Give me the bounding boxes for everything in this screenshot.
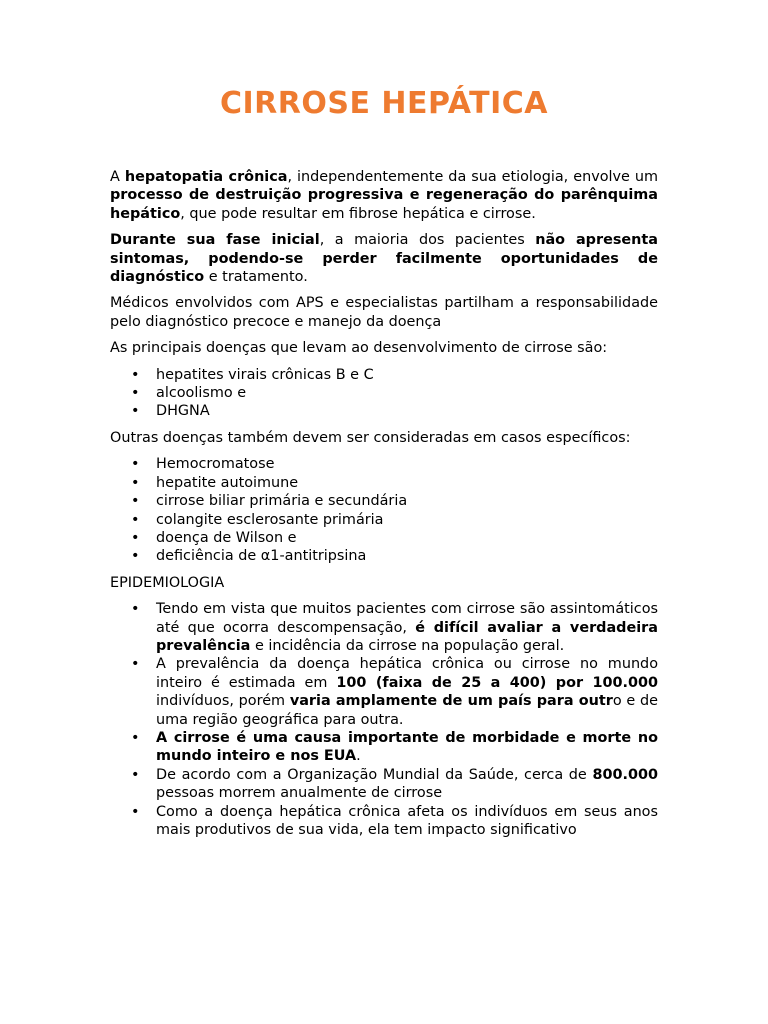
section-heading-epidemiology: EPIDEMIOLOGIA [110, 574, 225, 591]
bold-text: varia amplamente de um país para outr [289, 693, 613, 710]
list-item [156, 600, 658, 655]
list-item: • deficiência de α1-antitripsina [156, 547, 658, 565]
epidemiology-list [110, 600, 658, 839]
text-run: De acordo com a Organização Mundial da Saúde, cerca de [156, 766, 593, 783]
text-run: A prevalência da doença hepática crônica ou cirrose no mundo inteiro é estimada em [156, 656, 658, 691]
text-run: A [110, 169, 125, 185]
bold-text: é difícil avaliar a verdadeira prevalência [156, 619, 658, 654]
list-item: • DHGNA [156, 402, 658, 420]
list-item: • alcoolismo e [156, 384, 658, 402]
bold-text: Durante sua fase inicial [110, 232, 320, 249]
paragraph-intro [110, 168, 658, 223]
list-item [156, 766, 658, 803]
text-run: e incidência da cirrose na população geral. [250, 637, 565, 654]
list-item: • hepatite autoimune [156, 474, 658, 492]
text-run: indivíduos, porém [156, 693, 290, 710]
main-causes-list [110, 366, 658, 421]
list-item [156, 729, 658, 766]
bold-text: processo de destruição progressiva e regeneração do parênquima hepático [110, 187, 658, 222]
list-item: • doença de Wilson e [156, 529, 658, 547]
list-item: • Hemocromatose [156, 455, 658, 473]
text-run: , a maioria dos pacientes [319, 232, 536, 249]
text-run: . [356, 748, 361, 765]
paragraph-main-causes-intro: As principais doenças que levam ao desenvolvimento de cirrose são: [110, 340, 608, 357]
list-item [156, 655, 658, 729]
list-item: • cirrose biliar primária e secundária [156, 492, 658, 510]
bold-text: 100 (faixa de 25 a 400) por 100.000 [336, 674, 658, 691]
list-item: • Como a doença hepática crônica afeta os indivíduos em seus anos mais produtivos de sua vida, ela tem impacto significativo [156, 803, 658, 840]
paragraph-responsibility: Médicos envolvidos com APS e especialistas partilham a responsabilidade pelo diagnóstico precoce e manejo da doença [110, 295, 658, 330]
list-item: • colangite esclerosante primária [156, 511, 658, 529]
text-run: Tendo em vista que muitos pacientes com cirrose são assintomáticos até que ocorra descompensação, [156, 601, 658, 636]
text-run: pessoas morrem anualmente de cirrose [156, 785, 443, 802]
paragraph-initial-phase [110, 231, 658, 286]
text-run: , que pode resultar em fibrose hepática e cirrose. [180, 205, 536, 222]
document-title: CIRROSE HEPÁTICA [219, 86, 548, 121]
bold-text: hepatopatia crônica [124, 169, 288, 185]
bold-text: 800.000 [592, 766, 658, 783]
list-item: • hepatites virais crônicas B e C [156, 366, 658, 384]
other-causes-list [110, 455, 658, 565]
text-run: , independentemente da sua etiologia, envolve um [287, 169, 659, 185]
text-run: o e de uma região geográfica para outra. [156, 693, 659, 728]
paragraph-other-causes-intro: Outras doenças também devem ser consideradas em casos específicos: [110, 429, 631, 446]
bold-text: não apresenta sintomas, podendo-se perder facilmente oportunidades de diagnóstico [110, 232, 659, 286]
bold-text: A cirrose é uma causa importante de morbidade e morte no mundo inteiro e nos EUA [156, 729, 658, 765]
text-run: e tratamento. [204, 269, 308, 286]
